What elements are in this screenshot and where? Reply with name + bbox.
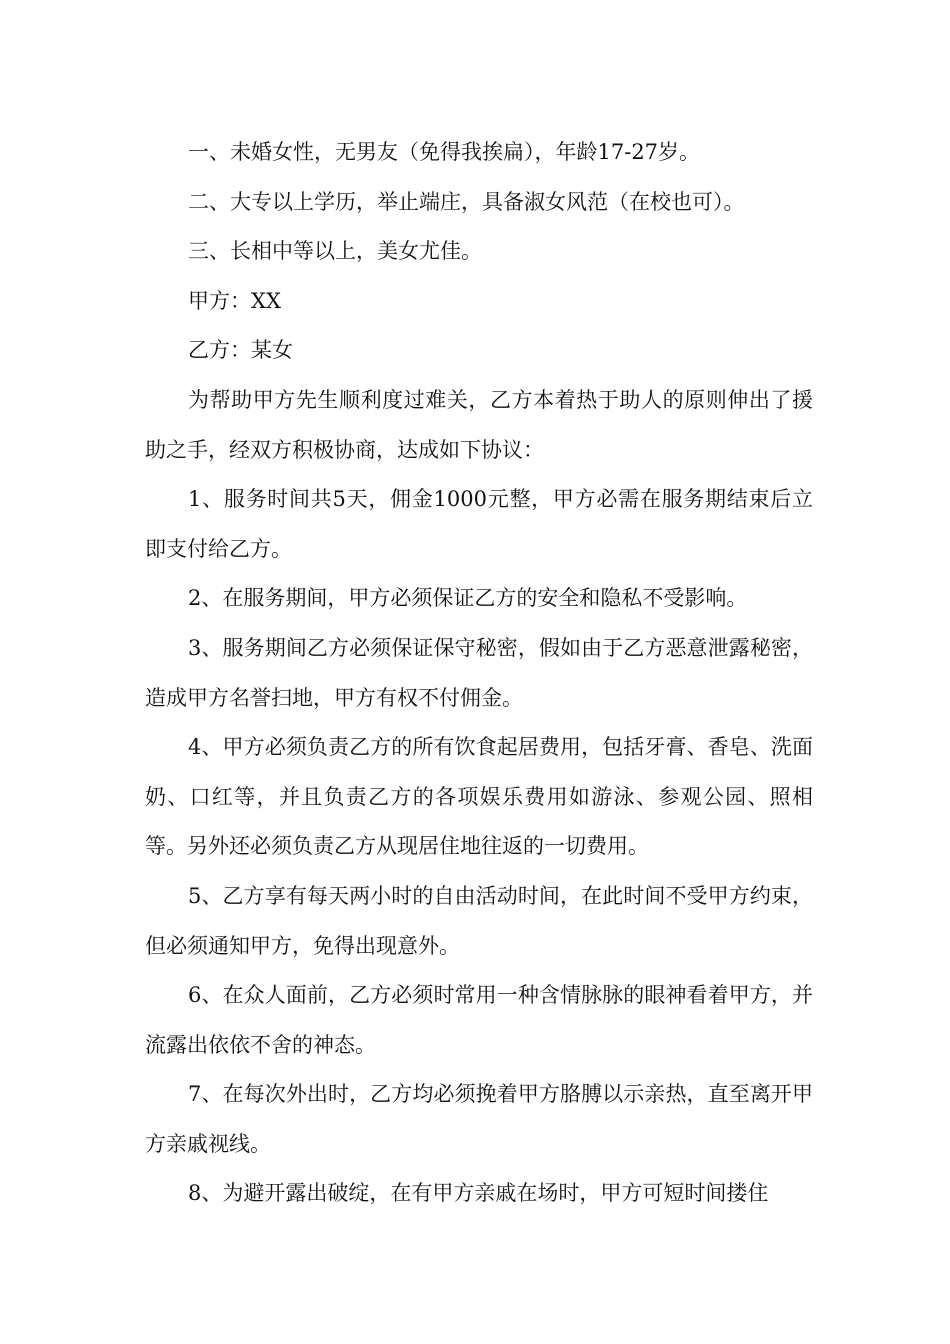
clause-1: 1、服务时间共5天，佣金1000元整，甲方必需在服务期结束后立即支付给乙方。 (145, 487, 813, 561)
clause-8: 8、为避开露出破绽，在有甲方亲戚在场时，甲方可短时间搂住 (188, 1181, 769, 1206)
clause-2: 2、在服务期间，甲方必须保证乙方的安全和隐私不受影响。 (188, 586, 748, 611)
clause-7: 7、在每次外出时，乙方均必须挽着甲方胳膊以示亲热，直至离开甲方亲戚视线。 (145, 1082, 813, 1156)
clause-6: 6、在众人面前，乙方必须时常用一种含情脉脉的眼神看着甲方，并流露出依依不舍的神态。 (145, 983, 813, 1057)
requirement-3: 三、长相中等以上，美女尤佳。 (188, 239, 482, 264)
agreement-preamble: 为帮助甲方先生顺利度过难关，乙方本着热于助人的原则伸出了援助之手，经双方积极协商，达成如下协议： (145, 387, 813, 462)
clause-5: 5、乙方享有每天两小时的自由活动时间，在此时间不受甲方约束，但必须通知甲方，免得出现意外。 (145, 883, 813, 958)
party-a: 甲方：XX (188, 288, 281, 313)
document-page (145, 128, 813, 1219)
requirement-2: 二、大专以上学历，举止端庄，具备淑女风范（在校也可）。 (188, 189, 745, 214)
clause-4: 4、甲方必须负责乙方的所有饮食起居费用，包括牙膏、香皂、洗面奶、口红等，并且负责乙方的各项娱乐费用如游泳、参观公园、照相等。另外还必须负责乙方从现居住地往返的一切费用。 (145, 735, 813, 859)
clause-3: 3、服务期间乙方必须保证保守秘密，假如由于乙方恶意泄露秘密，造成甲方名誉扫地，甲方有权不付佣金。 (145, 635, 813, 710)
requirement-1: 一、未婚女性，无男友（免得我挨扁），年龄17-27岁。 (188, 140, 701, 164)
party-b: 乙方：某女 (188, 338, 293, 363)
